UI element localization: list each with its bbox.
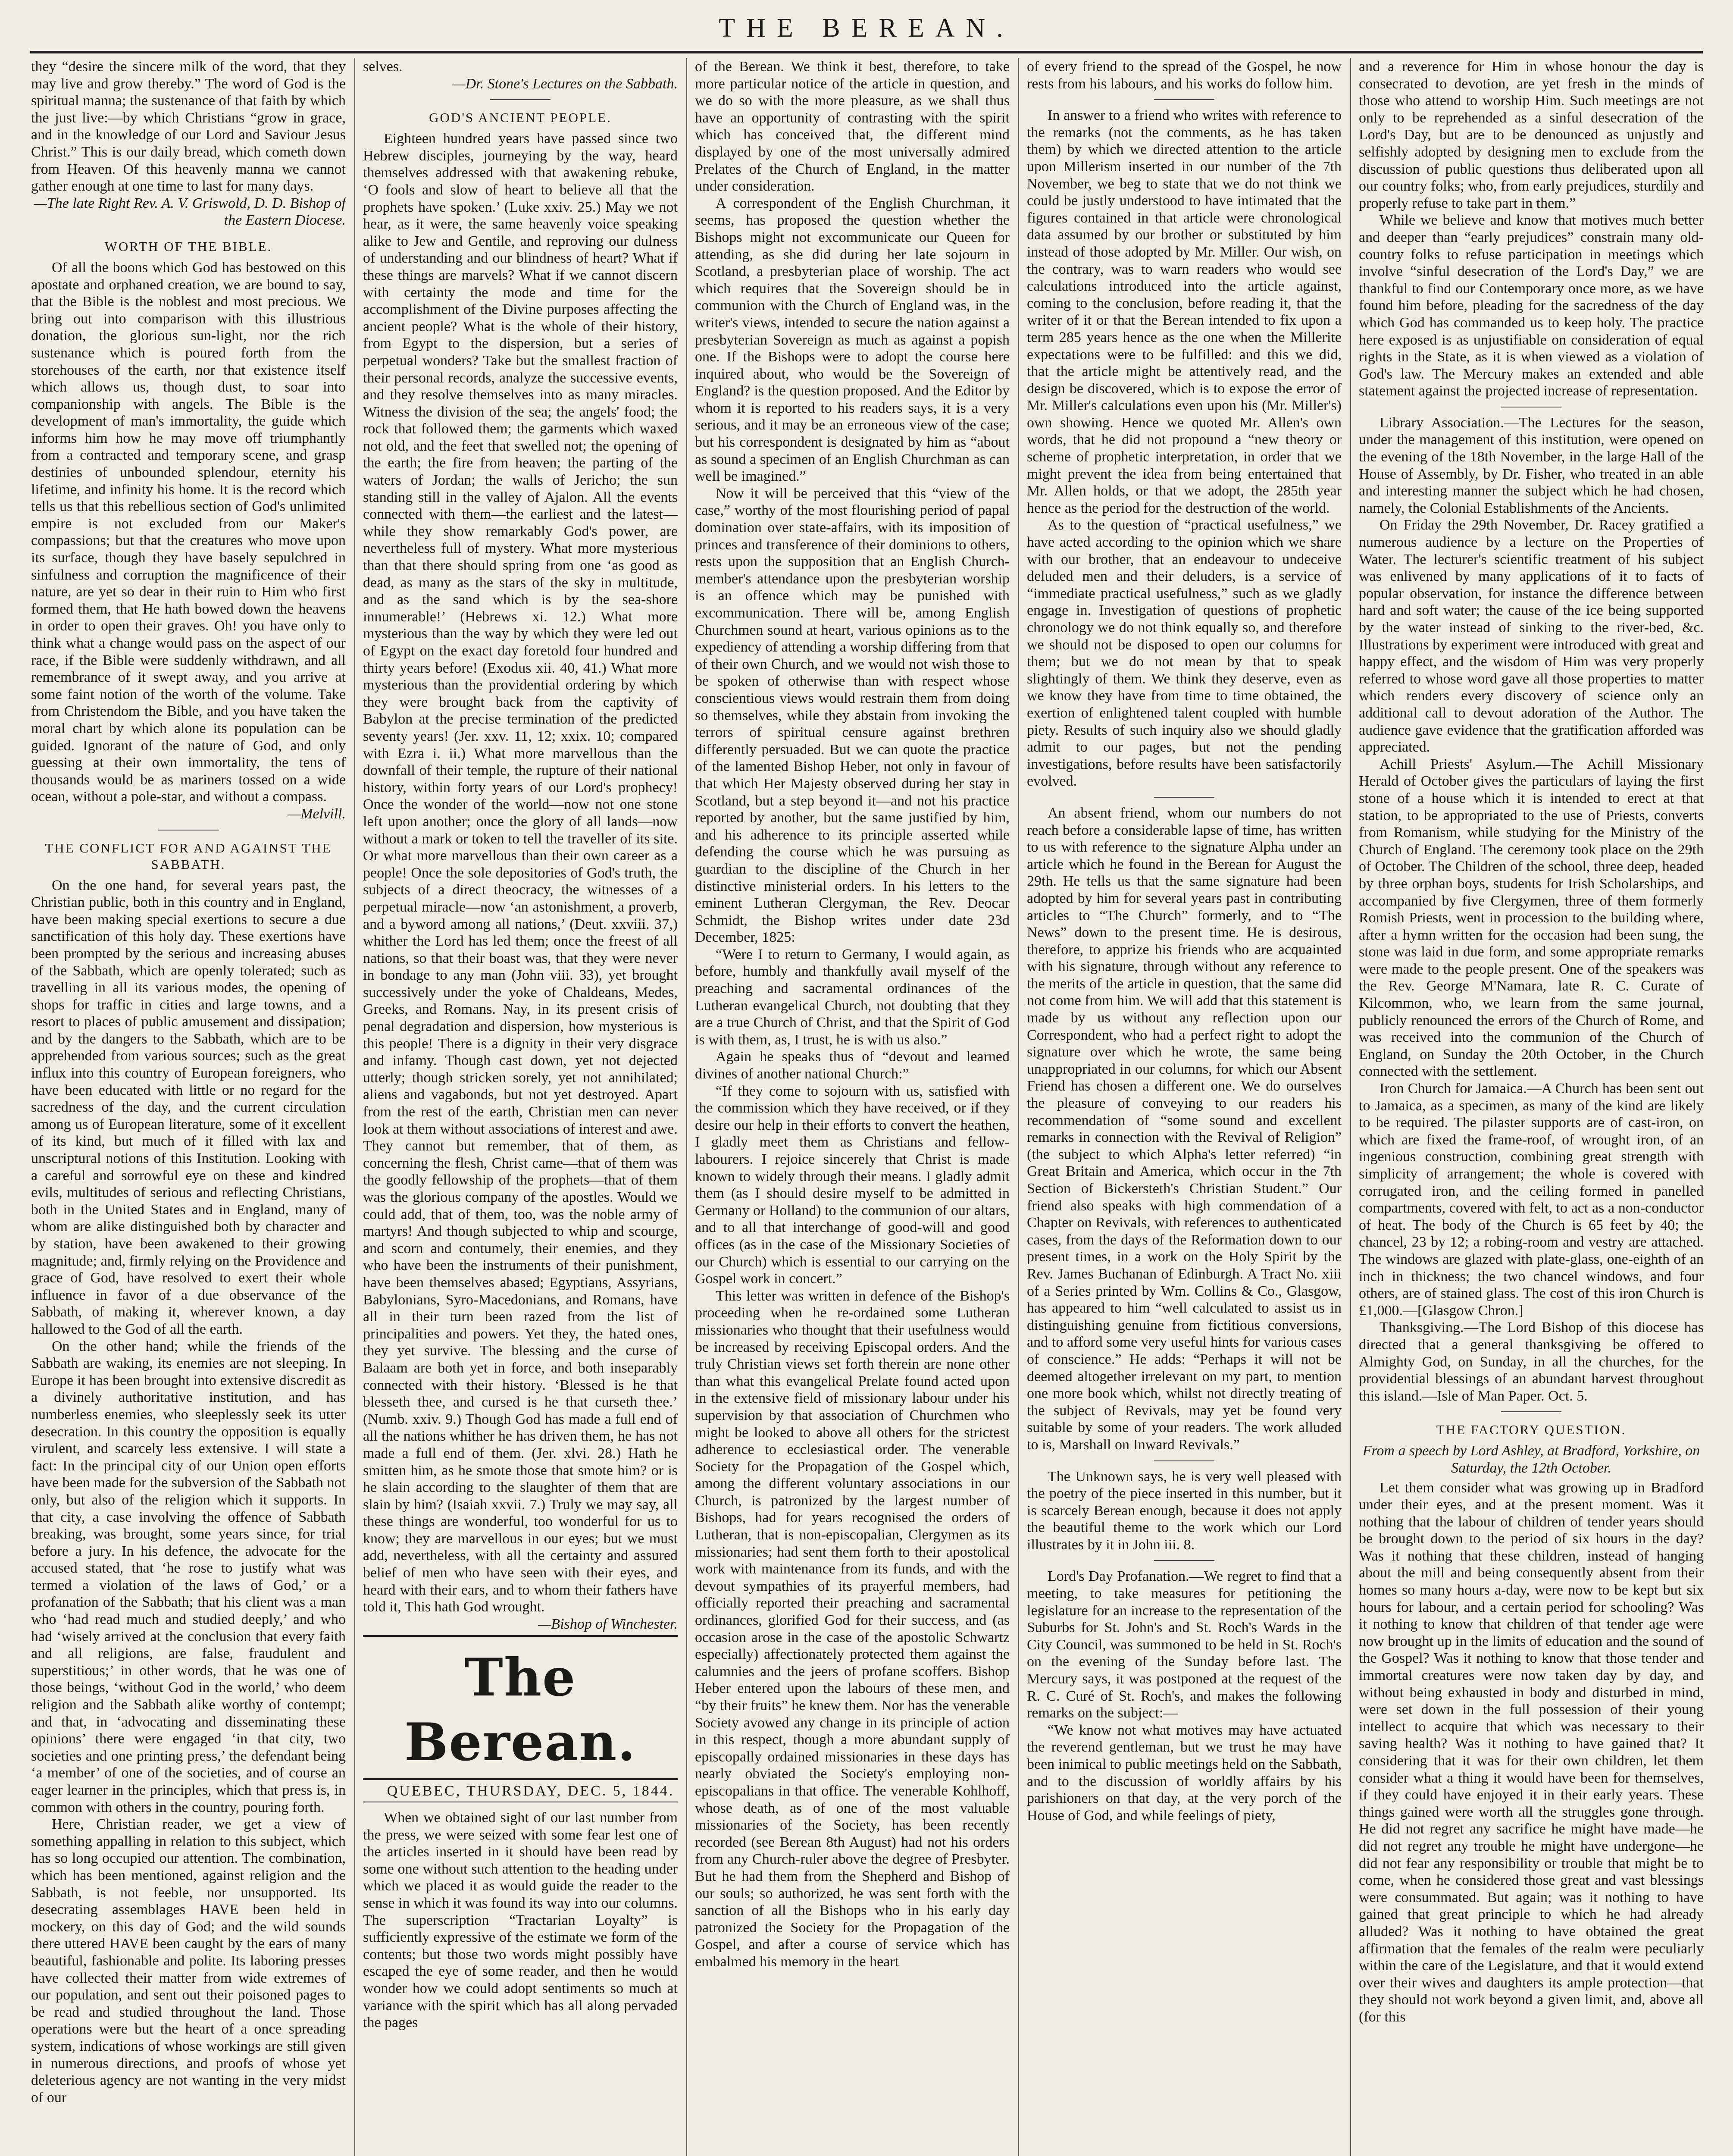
signature: —The late Right Rev. A. V. Griswold, D. D. Bishop of the Eastern Diocese. — [34, 195, 346, 229]
section-divider — [1154, 1460, 1214, 1461]
article-text: This letter was written in defence of the Bishop's proceeding when he re-ordained some Lutheran missionaries who thought that their usefulness would be increased by receiving Episcopal orders. And the truly Christian views set forth therein are none other than what this evangelical Prelate found acted upon in the extensive field of missionary labour under his supervision by that association of Churchmen who might be looked to above all others for the strictest adherence to ecclesiastical order. The venerable Society for the Propagation of the Gospel which, among the different voluntary associations in our Church, is patronized by the largest number of Bishops, had for years recognised the orders of Lutheran, that is non-episcopalian, Clergymen as its missionaries; had sent them forth to their apostolical work with maintenance from its funds, and with the devout sympathies of its prayerful members, had officially reported their preaching and sacramental ordinances, glorified God for their success, and (as occasion arose in the case of the apostolic Schwartz especially) affectionately protected them against the calumnies and the jeers of profane scoffers. Bishop Heber entered upon the labours of these men, and “by their fruits” he knew them. Nor has the venerable Society avowed any change in its principle of action in this respect, though a more abundant supply of episcopally ordained missionaries in these days has nearly obviated the Society's employing non-episcopalians in that office. The venerable Kohlhoff, whose death, as of one of the most valuable missionaries of the Society, has been recently recorded (see Berean 8th August) had not his orders from any Church-ruler above the degree of Presbyter. But he had them from the Shepherd and Bishop of our souls; so authorized, he was sent forth with the sanction of all the Bishops who in his early day patronized the Society for the Propagation of the Gospel, and after a course of service which has embalmed his memory in the heart — [695, 1288, 1010, 1970]
article-text: In answer to a friend who writes with reference to the remarks (not the comments, as he has taken them) by which we directed attention to the article upon Millerism inserted in our number of the 7th November, we beg to state that we do not think we could be justly understood to have intimated that the figures contained in that article were chronological data assumed by our brother or substituted by him instead of those adopted by Mr. Miller. Our wish, on the contrary, was to warn readers who would see calculations introduced into the article against, coming to the conclusion, before reading it, that the writer of it or that the Berean intended to fix upon a term 285 years hence as the one when the Millerite expectations were to be fulfilled: and this we did, that the article might be attentively read, and the design be discovered, which is to expose the error of Mr. Miller's calculations even upon his (Mr. Miller's) own showing. Hence we quoted Mr. Allen's own words, that he did not propound a “new theory or scheme of prophetic interpretation, in order that we might prevent the idea from being entertained that Mr. Allen holds, or that we adopt, the 285th year hence as the period for the destruction of the world. — [1027, 107, 1342, 516]
article-text: Now it will be perceived that this “view of the case,” worthy of the most flourishing period of papal domination over state-affairs, with its imposition of princes and transference of their dominions to others, rests upon the supposition that an English Church-member's attendance upon the presbyterian worship is an offence which may be punished with excommunication. There will be, among English Churchmen sound at heart, various opinions as to the expediency of attending a worship differing from that of their own Church, and we would not wish those to be spoken of otherwise than with respect whose conscientious views would restrain them from doing so themselves, while they abstain from invoking the terrors of spiritual censure against brethren differently persuaded. But we can quote the practice of the lamented Bishop Heber, not only in favour of that which Her Majesty observed during her stay in Scotland, but a step beyond it—and not his practice reported by another, but the same justified by him, and his adherence to its principle asserted while defending the course which he was pursuing as guardian to the discipline of the Church in her distinctive ministerial orders. In his letters to the eminent Lutheran Clergyman, the Rev. Deocar Schmidt, the Bishop writes under date 23d December, 1825: — [695, 485, 1010, 946]
article-text: On the one hand, for several years past, the Christian public, both in this country and in England, have been making special exertions to secure a due sanctification of this holy day. These exertions have been prompted by the serious and increasing abuses of the Sabbath, which are openly tolerated; such as travelling in all its various modes, the opening of shops for traffic in cities and large towns, and a resort to places of public amusement and dissipation; and by the dangers to the Sabbath, which are to be apprehended from various sources; such as the great influx into this country of European foreigners, who have been educated with little or no regard for the sacredness of the day, and the current circulation among us of European literature, some of it excellent of its kind, but much of it filled with lax and unscriptural notions of this Institution. Looking with a careful and sorrowful eye on these and kindred evils, multitudes of serious and reflecting Christians, both in the United States and in England, many of whom are alike distinguished both by character and by station, have been awakened to their growing magnitude; and, firmly relying on the Providence and grace of God, have resolved to exert their whole influence in favor of a due observance of the Sabbath, of making it, wherever known, a day hallowed to the God of all the earth. — [31, 877, 346, 1337]
article-text: Lord's Day Profanation.—We regret to find that a meeting, to take measures for petitioning the legislature for an increase to the representation of the Suburbs for St. John's and St. Roch's Wards in the City Council, was summoned to be held in St. Roch's on the evening of the Sunday before last. The Mercury says, it was postponed at the request of the R. C. Curé of St. Roch's, and makes the following remarks on the subject:— — [1027, 1568, 1342, 1721]
masthead-dateline: QUEBEC, THURSDAY, DEC. 5, 1844. — [387, 1783, 675, 1799]
article-text: On the other hand; while the friends of the Sabbath are waking, its enemies are not sleeping. In Europe it has been brought into extensive discredit as a divinely authoritative institution, and has numberless enemies, who sleeplessly seek its utter desecration. In this country the opposition is equally virulent, and scarcely less extensive. I will state a fact: In the principal city of our Union open efforts have been made for the subversion of the Sabbath not only, but also of the religion which it supports. In that city, a case involving the offence of Sabbath breaking, was brought, some years since, for trial before a jury. In his defence, the advocate for the accused stated, that ‘he rose to justify what was termed a violation of the laws of God,’ or a profanation of the Sabbath; that his client was a man who ‘had read much and studied deeply,’ and who had ‘wisely arrived at the conclusion that every faith and all religions, are false, fraudulent and superstitious;’ in other words, that he was one of those beings, ‘without God in the world,’ who deem religion and the Sabbath alike worthy of contempt; and that, in ‘advocating and disseminating these opinions’ there were engaged ‘in that city, two societies and one printing press,’ the defendant being ‘a member’ of one of the societies, and of course an eager learner in the principles, which that press is, in common with others in the country, pouring forth. — [31, 1338, 346, 1815]
masthead-title: The Berean. — [404, 1647, 637, 1773]
article-text: The Unknown says, he is very well pleased with the poetry of the piece inserted in this number, but it is scarcely Berean enough, because it does not apply the beautiful theme to the work which our Lord illustrates by it in John iii. 8. — [1027, 1468, 1342, 1553]
column-rule — [1350, 58, 1351, 2156]
column-1 — [31, 58, 346, 2156]
article-heading: WORTH OF THE BIBLE. — [104, 238, 272, 254]
article-text: When we obtained sight of our last number from the press, we were seized with some fear lest one of the articles inserted in it should have been read by some one without such attention to the heading under which we placed it as would guide the reader to the sense in which it was found its way into our columns. The superscription “Tractarian Loyalty” is sufficiently expressive of the estimate we form of the contents; but those two words might possibly have escaped the eye of some reader, and then he would wonder how we could adopt sentiments so much at variance with the spirit which has all along pervaded the pages — [363, 1810, 678, 2031]
article-text: Library Association.—The Lectures for the season, under the management of this institution, were opened on the evening of the 18th November, in the large Hall of the House of Assembly, by Dr. Fisher, who treated in an able and interesting manner the subject which he had chosen, namely, the Colonial Establishments of the Ancients. — [1359, 414, 1704, 516]
signature: —Dr. Stone's Lectures on the Sabbath. — [452, 75, 678, 92]
article-text: of every friend to the spread of the Gospel, he now rests from his labours, and his works do follow him. — [1027, 59, 1342, 92]
top-rule — [30, 51, 1703, 53]
article-text: On Friday the 29th November, Dr. Racey gratified a numerous audience by a lecture on the Properties of Water. The lecturer's scientific treatment of his subject was enlivened by many applications of it to facts of popular observation, for instance the difference between hard and soft water; the cause of the ice being supported by the water instead of sinking to the river-bed, &c. Illustrations by experiment were introduced with great and happy effect, and the wisdom of Him was very properly referred to whose word gave all those properties to matter which renders every discovery of science only an additional call to devout adoration of the Author. The audience gave evidence that the gratification afforded was appreciated. — [1359, 517, 1704, 755]
article-text: Eighteen hundred years have passed since two Hebrew disciples, journeying by the way, heard themselves addressed with that awakening rebuke, ‘O fools and slow of heart to believe all that the prophets have spoken.’ (Luke xxiv. 25.) May we not hear, as it were, the same heavenly voice speaking alike to Jew and Gentile, and reproving our dulness of understanding and our blindness of heart? What if these things are marvels? What if we cannot discern with certainty the mode and time for the accomplishment of the Divine purposes affecting the ancient people? What is the whole of their history, from Egypt to the dispersion, but a series of perpetual wonders? Take but the smallest fraction of their personal records, analyze the successive events, and they resolve themselves into as many miracles. Witness the division of the sea; the angels' food; the rock that followed them; the garments which waxed not old, and the feet that swelled not; the opening of the earth; the fire from heaven; the parting of the waters of Jordan; the walls of Jericho; the sun standing still in the valley of Ajalon. All the events connected with them—the earliest and the latest—while they show remarkably God's power, are nevertheless full of mystery. What more mysterious than that there should spring from one ‘as good as dead, as many as the stars of the sky in multitude, and as the sand which is by the sea-shore innumerable!’ (Hebrews xi. 12.) What more mysterious than the way by which they were led out of Egypt on the exact day foretold four hundred and thirty years before! (Exodus xii. 40, 41.) What more mysterious than the providential ordering by which they were brought back from the captivity of Babylon at the precise termination of the predicted seventy years! (Jer. xxv. 11, 12; xxix. 10; compared with Ezra i. ii.) What more marvellous than the downfall of their temple, the rupture of their national history, within forty years of our Lord's prophecy! Once the wonder of the world—now not one stone left upon another; once the glory of all lands—now without a mark or token to tell the traveller of its site. Or what more marvellous than their own career as a people! Once the sole depositories of God's truth, the subjects of a direct theocracy, the witnesses of a perpetual miracle—now ‘an astonishment, a proverb, and a byword among all nations,’ (Deut. xxviii. 37,) whither the Lord has led them; once the freest of all nations, so that their boast was, that they were never in bondage to any man (John viii. 33), yet brought successively under the yoke of Chaldeans, Medes, Greeks, and Romans. Nay, in its present crisis of penal degradation and dispersion, how mysterious is this people! There is a dignity in their very disgrace and infamy. Though cast down, yet not dejected utterly; though stricken sorely, yet not annihilated; aliens and vagabonds, but not yet destroyed. Apart from the rest of the earth, Christian men can never look at them without associations of interest and awe. They cannot but remember, that of them, as concerning the flesh, Christ came—that of them was the goodly fellowship of the prophets—that of them was the glorious company of the apostles. Would we could add, that of them, too, was the noble army of martyrs! And though subjected to whip and scourge, and scorn and contumely, their enemies, and they who have been the instruments of their punishment, have been themselves abased; Egyptians, Assyrians, Babylonians, Syro-Macedonians, and Romans, have all in their turn been razed from the list of principalities and powers. Yet they, the hated ones, they yet survive. The blessing and the curse of Balaam are both yet in force, and both inseparably connected with their history. ‘Blessed is he that blesseth thee, and cursed is he that curseth thee.’ (Numb. xxiv. 9.) Though God has made a full end of all the nations whither he has driven them, he has not made a full end of them. (Jer. xlvi. 28.) Hath he smitten him, as he smote those that smote him? or is he slain according to the slaughter of them that are slain by him? (Isaiah xxvii. 7.) Truly we may say, all these things are wonderful, too wonderful for us to know; they are marvellous in our eyes; but we must add, nevertheless, with all the certainty and assured belief of men who have seen with their eyes, and heard with their ears, and to whom their fathers have told it, This hath God wrought. — [363, 131, 678, 1615]
masthead-rule — [363, 1635, 678, 1637]
article-text: While we believe and know that motives much better and deeper than “early prejudices” constrain many old-country folks to refuse participation in meetings which involve “sinful desecration of the Lord's Day,” we are thankful to find our Contemporary once more, as we have found him before, pleading for the sacredness of the day which God has commanded us to keep holy. The practice here exposed is as unjustifiable on consideration of equal rights in the State, as it is when viewed as a violation of God's law. The Mercury makes an extended and able statement against the projected increase of representation. — [1359, 212, 1704, 399]
article-text: they “desire the sincere milk of the word, that they may live and grow thereby.” The word of God is the spiritual manna; the sustenance of that faith by which the just live:—by which Christians “grow in grace, and in the knowledge of our Lord and Saviour Jesus Christ.” This is our daily bread, which cometh down from Heaven. Of this heavenly manna we cannot gather enough at one time to last for many days. — [31, 59, 346, 194]
section-divider — [1154, 797, 1214, 798]
signature: —Melvill. — [287, 805, 346, 822]
article-text: Achill Priests' Asylum.—The Achill Missionary Herald of October gives the particulars of laying the first stone of a house which it is intended to erect at that station, to be appropriated to the use of Priests, converts from Romanism, while studying for the Ministry of the Church of England. The ceremony took place on the 29th of October. The Children of the school, three deep, headed by three orphan boys, students for Irish Scholarships, and accompanied by five Clergymen, three of them formerly Romish Priests, went in procession to the building where, after a hymn written for the occasion had been sung, the stone was laid in due form, and some appropriate remarks were made to the people present. One of the speakers was the Rev. George M'Namara, late R. C. Curate of Kilcommon, who, we learn from the same journal, publicly renounced the errors of the Church of Rome, and was received into the communion of the Church of England, on Sunday the 20th October, in the Church connected with the settlement. — [1359, 756, 1704, 1080]
quoted-text: “Were I to return to Germany, I would again, as before, humbly and thankfully avail myself of the preaching and sacramental ordinances of the Lutheran evangelical Church, not doubting that they are a true Church of Christ, and that the Spirit of God is with them, as, I trust, he is with us also.” — [695, 946, 1010, 1048]
section-divider — [1501, 1411, 1561, 1412]
signature: —Bishop of Winchester. — [538, 1616, 678, 1632]
article-text: Of all the boons which God has bestowed on this apostate and orphaned creation, we are bound to say, that the Bible is the noblest and most precious. We bring out into comparison with this illustrious donation, the glorious sun-light, nor the rich sustenance which is poured forth from the storehouses of the earth, nor that existence itself which allows us, though dust, to soar into companionship with angels. The Bible is the development of man's immortality, the guide which informs him how he may move off triumphantly from a contracted and temporary scene, and grasp destinies of unbounded splendour, eternity his lifetime, and infinity his home. It is the record which tells us that this rebellious section of God's unlimited empire is not excluded from our Maker's compassions; but that the creatures who move upon its surface, though they have basely sepulchred in sinfulness and corruption the magnificence of their nature, are yet so dear in their ruin to Him who first formed them, that He hath bowed down the heavens in order to open their graves. Oh! you have only to think what a change would pass on the aspect of our race, if the Bible were suddenly withdrawn, and all remembrance of it swept away, and you arrive at some faint notion of the worth of the volume. Take from Christendom the Bible, and you have taken the moral chart by which alone its population can be guided. Ignorant of the nature of God, and only guessing at their own immortality, the tens of thousands would be as mariners tossed on a wide ocean, without a pole-star, and without a compass. — [31, 259, 346, 805]
article-text: Let them consider what was growing up in Bradford under their eyes, and at the present moment. Was it nothing that the labour of children of tender years should be brought down to the period of six hours in the day? Was it nothing that these children, instead of hanging about the mill and being consequently absent from their homes so many hours a-day, were now to be kept but six hours for labour, and a certain period for schooling? Was it nothing to know that children of that tender age were now brought up in the limits of education and the sound of the Gospel? Was it nothing to know that those tender and immortal creatures were now taken day by day, and without being exhausted in body and disturbed in mind, were set down in the full possession of their young intellect to acquire that which was necessary to their saving health? Was it nothing to have gained that? It considering that it was for their own children, let them consider what a thing it would have been for themselves, if they could have enjoyed it in their early years. These things gained were worth all the struggles gone through. He did not regret any sacrifice he might have made—he did not regret any trouble he might have undergone—he did not fear any responsibility or trouble that might be to come, when he considered those great and vast blessings were consummated. But again; was it nothing to have gained that great principle to which he had already alluded? Was it nothing to have obtained the great affirmation that the females of the realm were peculiarly within the care of the Legislature, and that it would extend over their wives and daughters its ample protection—that they should not work beyond a given limit, and, above all (for this — [1359, 1479, 1704, 2025]
article-text: of the Berean. We think it best, therefore, to take more particular notice of the article in question, and we do so with the more pleasure, as we shall thus have an opportunity of contrasting with the spirit which has conceived that, the different mind displayed by one of the most universally admired Prelates of the Church of England, in the matter under consideration. — [695, 59, 1010, 194]
article-text: An absent friend, whom our numbers do not reach before a considerable lapse of time, has written to us with reference to the signature Alpha under an article which he found in the Berean for August the 29th. He tells us that the same signature had been adopted by him for several years past in contributing articles to “The Church” formerly, and to “The News” down to the present time. He is desirous, therefore, to apprize his friends who are acquainted with his signature, through without any reference to the merits of the article in question, that the same did not come from him. We will add that this statement is made by us without any reflection upon our Correspondent, who had a perfect right to adopt the signature over which he wrote, the same being unappropriated in our columns, for which our Absent Friend has chosen a different one. We do ourselves the pleasure of conveying to our readers his recommendation of “some sound and excellent remarks in connection with the Revival of Religion” (the subject to which Alpha's letter referred) “in Great Britain and America, which occur in the 7th Section of Bickersteth's Christian Student.” Our friend also speaks with high commendation of a Chapter on Revivals, with references to authenticated cases, from the days of the Reformation down to our present times, in a work on the Holy Spirit by the Rev. James Buchanan of Edinburgh. A Tract No. xiii of a Series printed by Wm. Collins & Co., Glasgow, has appeared to him “well calculated to assist us in distinguishing genuine from fictitious conversions, and to afford some very useful hints for various cases of conscience.” He adds: “Perhaps it will not be deemed altogether irrelevant on my part, to mention one more book which, whilst not directly treating of the subject of Revivals, may yet be found very suitable by some of your readers. The work alluded to is, Marshall on Inward Revivals.” — [1027, 805, 1342, 1453]
article-text: Iron Church for Jamaica.—A Church has been sent out to Jamaica, as a specimen, as many of the kind are likely to be required. The pilaster supports are of cast-iron, on which are fixed the frame-roof, of wrought iron, of an ingenious construction, combining great strength with simplicity of arrangement; the whole is covered with corrugated iron, and the ceiling formed in panelled compartments, covered with felt, to act as a non-conductor of heat. The body of the Church is 65 feet by 40; the chancel, 23 by 12; a robing-room and vestry are attached. The windows are glazed with plate-glass, one-eighth of an inch in thickness; the two chancel windows, and four others, are of stained glass. The cost of this iron Church is £1,000.—[Glasgow Chron.] — [1359, 1081, 1704, 1319]
column-3 — [695, 58, 1010, 2156]
column-rule — [686, 58, 687, 2156]
quoted-text: and a reverence for Him in whose honour the day is consecrated to devotion, are yet fresh in the minds of those who attend to worship Him. Such meetings are not only to be reprehended as a sinful desecration of the Lord's Day, but are to be denounced as unjustly and selfishly adopted by designing men to exclude from the discussion of public questions thus deliberated upon all our country folks; who, from early prejudices, sturdily and properly refuse to take part in them.” — [1359, 59, 1704, 211]
article-text: selves. — [363, 59, 403, 75]
article-text: Here, Christian reader, we get a view of something appalling in relation to this subject, which has so long occupied our attention. The combination, which has been mentioned, against religion and the Sabbath, is not feeble, nor unsupported. Its desecrating assemblages HAVE been held in mockery, on this day of God; and the wild sounds there uttered HAVE been caught by the ears of many beautiful, fashionable and polite. Its laboring presses have collected their matter from wide extremes of our population, and sent out their poisoned pages to be read and studied throughout the land. Those operations were but the heart of a once spreading system, indications of whose workings are still given in numerous directions, and proofs of whose yet deleterious agency are not wanting in the very midst of our — [31, 1816, 346, 2106]
article-text: A correspondent of the English Churchman, it seems, has proposed the question whether the Bishops might not excommunicate our Queen for attending, as she did during her late sojourn in Scotland, a presbyterian place of worship. The act which requires that the Sovereign should be in communion with the Church of England was, in the writer's views, intended to secure the nation against a presbyterian Sovereign as much as against a popish one. If the Bishops were to adopt the course here inquired about, who would be the Sovereign of England? is the question proposed. And the Editor by whom it is reported to his readers says, it is a very serious, and it may be an erroneous view of the case; but his correspondent is designated by him as “about as sound a specimen of an English Churchman as can well be imagined.” — [695, 195, 1010, 485]
quoted-text: “We know not what motives may have actuated the reverend gentleman, but we trust he may have been inimical to public meetings held on the Sabbath, and to the discussion of worldly affairs by his parishioners on that day, at the very porch of the House of God, and while feelings of piety, — [1027, 1722, 1342, 1824]
article-subheading: From a speech by Lord Ashley, at Bradford, Yorkshire, on Saturday, the 12th October. — [1362, 1443, 1700, 1476]
masthead-rule — [363, 1778, 678, 1780]
running-title: THE BEREAN. — [719, 13, 1014, 43]
section-divider — [1154, 1560, 1214, 1561]
article-text: Thanksgiving.—The Lord Bishop of this diocese has directed that a general thanksgiving be offered to Almighty God, on Sunday, in all the churches, for the providential blessings of an abundant harvest throughout this island.—Isle of Man Paper. Oct. 5. — [1359, 1319, 1704, 1404]
column-rule — [1018, 58, 1019, 2156]
column-4 — [1027, 58, 1342, 2156]
column-2 — [363, 58, 678, 2156]
section-divider — [490, 99, 551, 100]
article-heading: GOD'S ANCIENT PEOPLE. — [429, 110, 612, 125]
article-text: Again he speaks thus of “devout and learned divines of another national Church:” — [695, 1049, 1010, 1082]
column-rule — [354, 58, 355, 2156]
column-5 — [1359, 58, 1704, 2156]
article-text: As to the question of “practical usefulness,” we have acted according to the opinion which we share with our brother, that an endeavour to undeceive deluded men and their deluders, is a service of “immediate practical usefulness,” such as we gladly engage in. Investigation of questions of prophetic chronology we do not think equally so, and therefore we should not be disposed to open our columns for them; but we do not mean by that to speak slightingly of them. We think they deserve, even as we know they have from time to time obtained, the exertion of enlightened talent coupled with humble piety. Results of such inquiry also we should gladly admit to our pages, but not the pending investigations, before results have been satisfactorily evolved. — [1027, 517, 1342, 790]
section-divider — [1154, 99, 1214, 100]
article-heading: THE CONFLICT FOR AND AGAINST THE SABBATH. — [45, 840, 332, 872]
quoted-text: “If they come to sojourn with us, satisfied with the commission which they have received, or if they desire our help in their efforts to convert the heathen, I gladly meet them as Christians and fellow-labourers. I rejoice sincerely that Christ is made known to widely through their means. I gladly admit them (as I should desire myself to be admitted in Germany or Holland) to the communion of our altars, and to all that interchange of good-will and good offices (as in the case of the Missionary Societies of our Church) which is essential to our carrying on the Gospel work in concert.” — [695, 1083, 1010, 1287]
article-heading: THE FACTORY QUESTION. — [1436, 1422, 1627, 1438]
